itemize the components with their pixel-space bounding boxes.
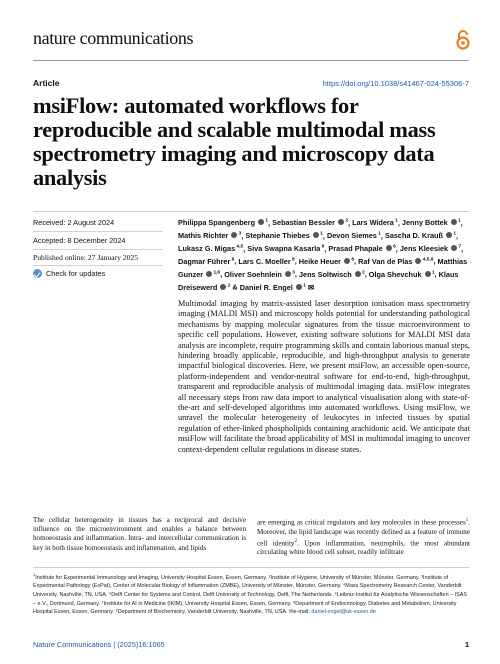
author-name[interactable]: Daniel R. Engel $^1$ ✉ xyxy=(239,282,315,292)
email-link[interactable]: daniel.engel@uk-essen.de xyxy=(311,609,376,616)
open-access-icon xyxy=(455,30,471,50)
page-number: 1 xyxy=(464,640,469,649)
abstract: Multimodal imaging by matrix-assisted laser desorption ionisation mass spectrometry imaging (MALDI MSI) and microscopy holds potential for understanding pathological mechanisms by mapping molecular signatures from the tissue microenvironment to specific cell populations. However, existing software solutions for MALDI MSI data analysis are incomplete, require programming skills and contain laborious manual steps, hindering broadly applicable, reproducible, and high-throughput analysis to generate impactful biological discoveries. Here, we present msiFlow, an accessible open-source, platform-independent and vendor-neutral software for end-to-end, high-throughput, transparent and reproducible analysis of multimodal imaging data. msiFlow integrates all necessary steps from raw data import to analytical visualisation along with state-of-the-art and self-developed algorithms into automated workflows. Using msiFlow, we unravel the molecular heterogeneity of leukocytes in infected tissues by spatial regulation of ether-linked phospholipids containing arachidonic acid. We anticipate that msiFlow will facilitate the broad applicability of MSI in multimodal imaging to uncover context-dependent cellular regulations in disease states. xyxy=(178,299,470,454)
meta-divider-2 xyxy=(33,249,163,250)
accepted-date: Accepted: 8 December 2024 xyxy=(33,236,126,245)
author-name[interactable]: Jens Kleesiek $^7$ xyxy=(399,244,462,254)
received-date: Received: 2 August 2024 xyxy=(33,218,115,227)
author-name[interactable]: Stephanie Thiebes $^1$ xyxy=(245,231,323,241)
author-name[interactable]: Sascha D. Krauß $^1$ xyxy=(384,231,456,241)
email-icon: ✉ xyxy=(288,609,294,616)
footer-journal-ref: Nature Communications | (2025)16:1065 xyxy=(33,640,165,649)
author-name[interactable]: Lars Widera $^1$ xyxy=(352,218,398,228)
author-name[interactable]: Dagmar Führer $^8$ xyxy=(178,256,235,266)
meta-divider-1 xyxy=(33,231,163,232)
doi-link[interactable]: https://doi.org/10.1038/s41467-024-55306-7 xyxy=(322,79,469,88)
paper-title: msiFlow: automated workflows for reproducible and scalable multimodal mass spectrometry imaging and microscopy data analysis xyxy=(33,93,436,190)
author-name[interactable]: Philippa Spangenberg $^1$ xyxy=(178,218,269,228)
author-name[interactable]: Raf Van de Plas $^{4,5,9}$ xyxy=(358,256,434,266)
author-name[interactable]: Sebastian Bessler $^2$ xyxy=(272,218,349,228)
author-name[interactable]: Lukasz G. Migas $^{4,5}$ xyxy=(178,244,244,254)
author-name[interactable]: Prasad Phapale $^6$ xyxy=(328,244,396,254)
header-divider xyxy=(33,60,469,61)
check-updates-icon xyxy=(33,269,42,278)
check-updates-label: Check for updates xyxy=(46,269,106,278)
author-name[interactable]: Jens Soltwisch $^2$ xyxy=(298,269,365,279)
meta-divider-3 xyxy=(33,265,163,266)
meta-divider xyxy=(33,211,469,212)
author-name[interactable]: Olga Shevchuk $^1$ xyxy=(368,269,435,279)
check-for-updates-button[interactable] xyxy=(33,269,105,278)
published-date: Published online: 27 January 2025 xyxy=(33,253,139,262)
author-name[interactable]: Oliver Soehnlein $^3$ xyxy=(224,269,295,279)
author-name[interactable]: Jenny Bottek $^1$ xyxy=(401,218,461,228)
affiliations: $^1$Institute for Experimental Immunology and Imaging, University Hospital Essen, Essen, Germany. ²Institute of Hygiene, University of Münster, Münster, Germany. ³Institute of Experimental Pathology (ExPat), Center of Molecular Biology of Inflammation (ZMBE), University of Münster, Münster, Germany. ⁴Mass Spectrometry Research Center, Vanderbilt University, Nashville, TN, USA. ⁵Delft Center for Systems and Control, Delft University of Technology, Delft, The Netherlands. ⁶Leibniz-Institut für Analytische Wissenschaften – ISAS – e.V., Dortmund, Germany. ⁷Institute for AI in Medicine (IKIM), University Hospital Essen, Essen, Germany. ⁸Department of Endocrinology, Diabetes and Metabolism, University Hospital Essen, Essen, Germany. ⁹Department of Biochemistry, Vanderbilt University, Nashville, TN, USA. ✉e-mail: daniel.engel@uk-essen.de xyxy=(33,572,468,616)
author-name[interactable]: Heike Heuer $^8$ xyxy=(298,256,355,266)
body-text-left: The cellular heterogeneity in tissues has a reciprocal and decisive influence on the microenvironment and enables a balance between homoeostasis and inflammation. Intra- and intercellular communication is key in both tissue homoeostasis and inflammation, and lipids xyxy=(33,516,246,552)
author-name[interactable]: Lars C. Moeller $^8$ xyxy=(238,256,295,266)
author-list: Philippa Spangenberg $^1$, Sebastian Bessler $^2$, Lars Widera $^1$, Jenny Bottek $^1$, Mathis Richter $^3$, Stephanie Thiebes $^1$, Devon Siemes $^1$, Sascha D. Krauß $^1$, Lukasz G. Migas $^{4,5}$, Siva Swapna Kasarla $^6$, Prasad Phapale $^6$, Jens Kleesiek $^7$, Dagmar Führer $^8$, Lars C. Moeller $^8$, Heike Heuer $^8$, Raf Van de Plas $^{4,5,9}$, Matthias Gunzer $^{1,6}$, Oliver Soehnlein $^3$, Jens Soltwisch $^2$, Olga Shevchuk $^1$, Klaus Dreisewerd $^2$ & Daniel R. Engel $^1$ ✉ xyxy=(178,218,468,292)
body-text-right: are emerging as critical regulators and key molecules in these processes$^1$. Moreover, the lipid landscape was recently defined as a feature of immune cell identity$^2$. Upon inflammation, neutrophils, the most abundant circulating white blood cell subset, readily infiltrate xyxy=(257,518,470,557)
journal-name: nature communications xyxy=(33,28,194,48)
author-name[interactable]: Mathis Richter $^3$ xyxy=(178,231,242,241)
article-type: Article xyxy=(33,78,60,88)
author-name[interactable]: Siva Swapna Kasarla $^6$ xyxy=(247,244,325,254)
author-name[interactable]: Matthias Gunzer $^{1,6}$ xyxy=(178,256,468,279)
author-name[interactable]: Devon Siemes $^1$ xyxy=(326,231,381,241)
footnote-divider xyxy=(33,567,469,568)
author-name[interactable]: Klaus Dreisewerd $^2$ xyxy=(178,269,459,292)
corresponding-email-icon[interactable]: ✉ xyxy=(305,282,315,292)
